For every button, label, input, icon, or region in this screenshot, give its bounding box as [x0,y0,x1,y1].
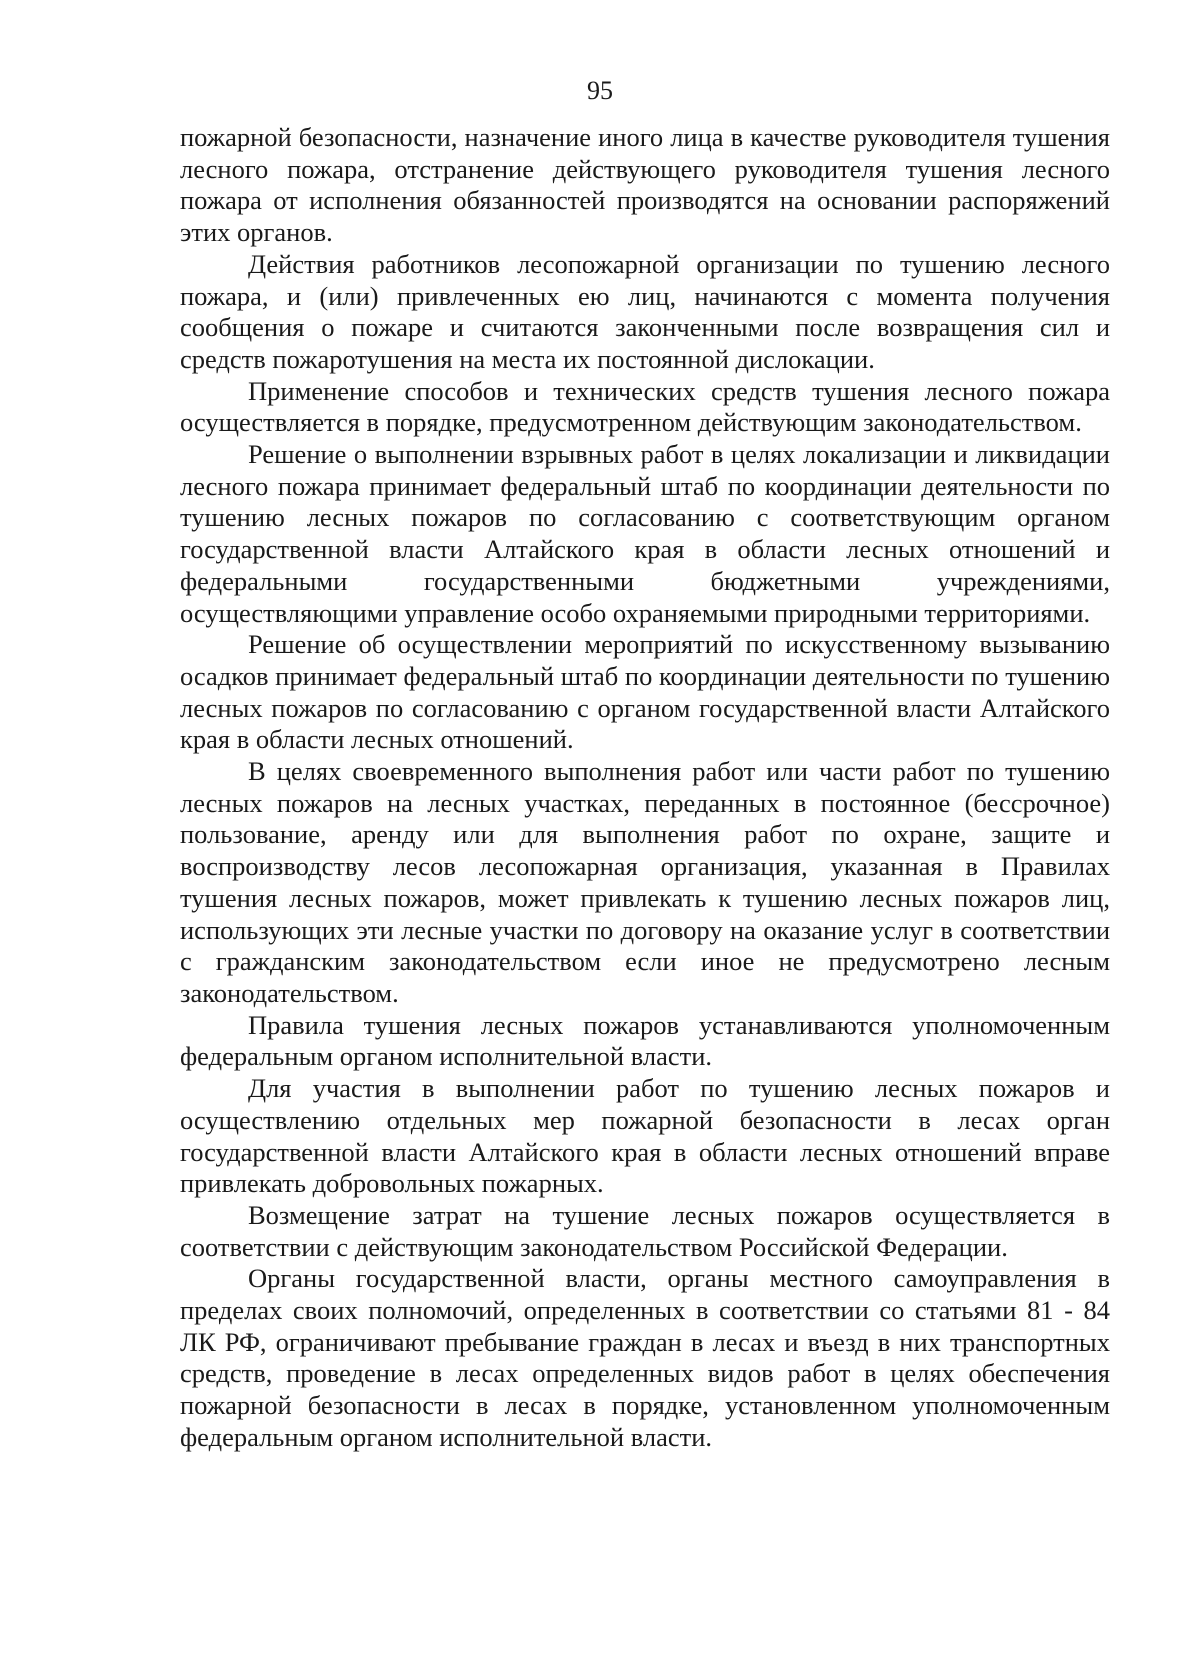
paragraph: Решение о выполнении взрывных работ в целях локализации и ликвидации лесного пожара принимает федеральный штаб по координации деятельности по тушению лесных пожаров по согласованию с соответствующим органом государственной власти Алтайского края в области лесных отношений и федеральными государственными бюджетными учреждениями, осуществляющими управление особо охраняемыми природными территориями. [180,439,1110,628]
paragraph: Применение способов и технических средств тушения лесного пожара осуществляется в порядке, предусмотренном действующим законодательством. [180,375,1110,438]
paragraph: Для участия в выполнении работ по тушению лесных пожаров и осуществлению отдельных мер пожарной безопасности в лесах орган государственной власти Алтайского края в области лесных отношений вправе привлекать добровольных пожарных. [180,1073,1110,1199]
paragraph: Возмещение затрат на тушение лесных пожаров осуществляется в соответствии с действующим законодательством Российской Федерации. [180,1199,1110,1262]
paragraph: Органы государственной власти, органы местного самоуправления в пределах своих полномочий, определенных в соответствии со статьями 81 - 84 ЛК РФ, ограничивают пребывание граждан в лесах и въезд в них транспортных средств, проведение в лесах определенных видов работ в целях обеспечения пожарной безопасности в лесах в порядке, установленном уполномоченным федеральным органом исполнительной власти. [180,1263,1110,1452]
page-number: 95 [587,76,613,105]
paragraph: Правила тушения лесных пожаров устанавливаются уполномоченным федеральным органом исполнительной власти. [180,1009,1110,1072]
paragraph-continuation: пожарной безопасности, назначение иного лица в качестве руководителя тушения лесного пожара, отстранение действующего руководителя тушения лесного пожара от исполнения обязанностей производятся на основании распоряжений этих органов. [180,122,1110,248]
paragraph: В целях своевременного выполнения работ или части работ по тушению лесных пожаров на лесных участках, переданных в постоянное (бессрочное) пользование, аренду или для выполнения работ по охране, защите и воспроизводству лесов лесопожарная организация, указанная в Правилах тушения лесных пожаров, может привлекать к тушению лесных пожаров лиц, использующих эти лесные участки по договору на оказание услуг в соответствии с гражданским законодательством если иное не предусмотрено лесным законодательством. [180,756,1110,1008]
document-body [180,122,1110,1454]
paragraph: Действия работников лесопожарной организации по тушению лесного пожара, и (или) привлеченных ею лиц, начинаются с момента получения сообщения о пожаре и считаются законченными после возвращения сил и средств пожаротушения на места их постоянной дислокации. [180,248,1110,374]
paragraph: Решение об осуществлении мероприятий по искусственному вызыванию осадков принимает федеральный штаб по координации деятельности по тушению лесных пожаров по согласованию с органом государственной власти Алтайского края в области лесных отношений. [180,629,1110,755]
